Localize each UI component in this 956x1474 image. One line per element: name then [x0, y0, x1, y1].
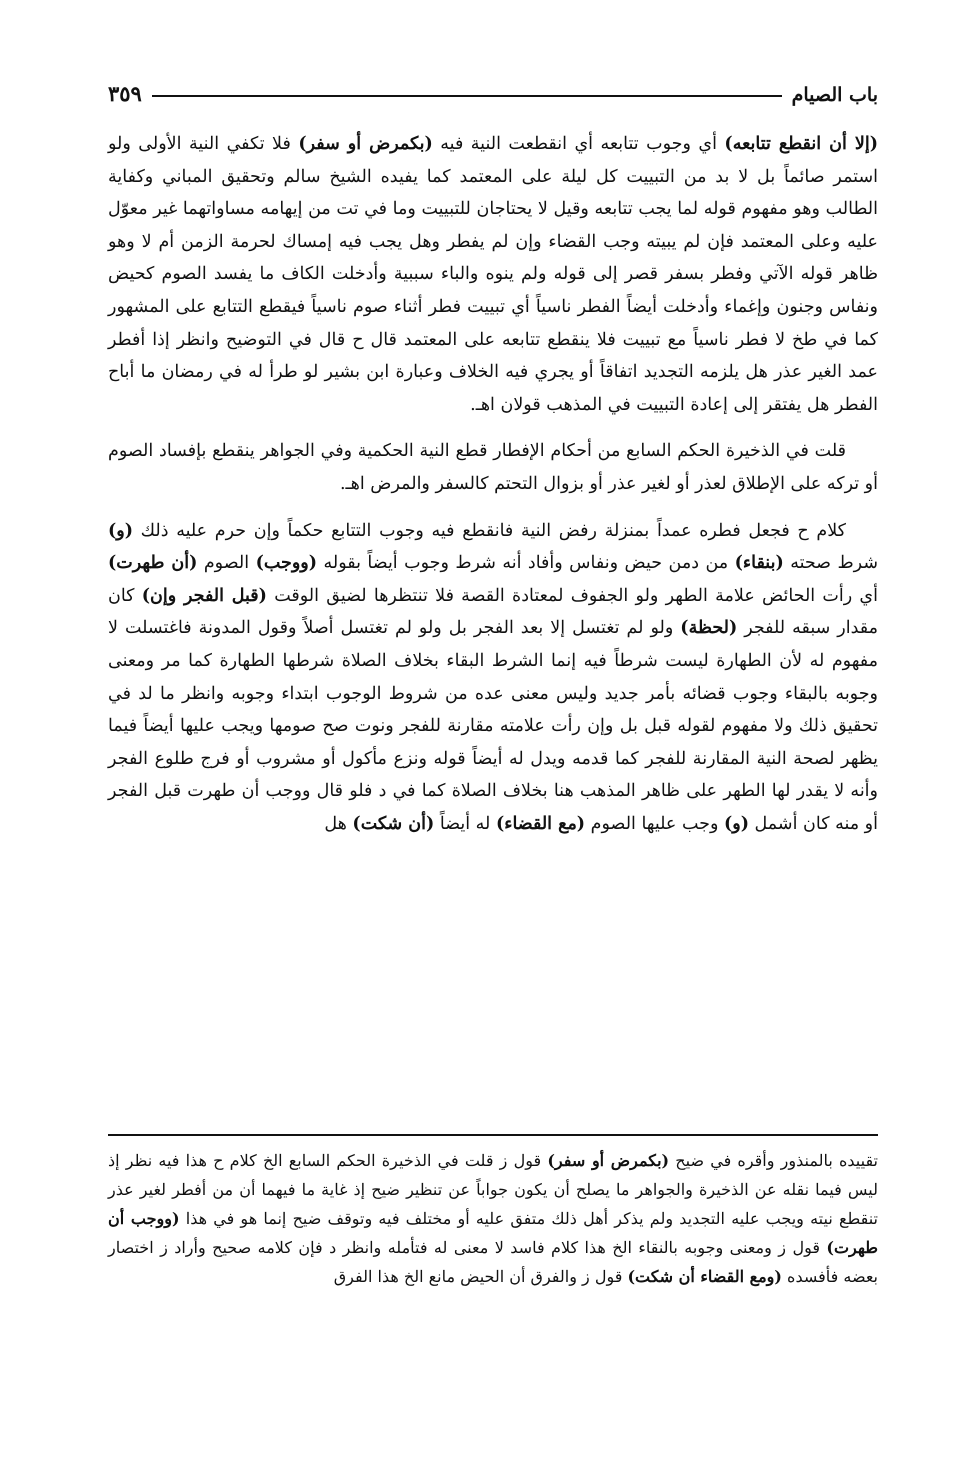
footnotes — [108, 1146, 878, 1291]
text-run: أي رأت الحائض علامة الطهر ولو الجفوف لمعتادة القصة فلا تنتظرها لضيق الوقت — [266, 585, 878, 606]
main-text — [108, 128, 878, 854]
bold-term: (بكمرض أو سفر) — [547, 1151, 670, 1170]
bold-term: (بكمرض أو سفر) — [298, 134, 433, 154]
paragraph-3 — [108, 515, 878, 841]
text-run: قول ز والفرق أن الحيض مانع الخ هذا الفرق — [333, 1267, 628, 1286]
text-run: شرط صحته — [783, 553, 878, 574]
running-header — [108, 70, 878, 106]
text-run: تقييده بالمنذور وأقره في ضيح — [669, 1151, 878, 1170]
text-run: له أيضاً — [434, 813, 496, 834]
text-run: فلا تكفي النية الأولى ولو استمر صائماً بل لا بد من التبييت كل ليلة على المعتمد كما يفيده الشيخ سالم وتحقيق المباني وكفاية الطالب وهو مفهوم قوله لما يجب تتابعه وقيل لا يحتاجان للتبييت وما في تت من إيهامه مساواتهما غير معوّل عليه وعلى المعتمد فإن لم يبيته وجب القضاء وإن لم يفطر وهل يجب فيه إمساك لحرمة الزمن أم لا وهو ظاهر قوله الآتي وفطر بسفر قصر إلى قوله ولم ينوه والباء سببية وأدخلت الكاف ما يفسد الصوم كحيض ونفاس وجنون وإغماء وأدخلت أيضاً الفطر ناسياً أي تبييت فطر أثناء صوم ناسياً فيقطع التتابع على المشهور كما في طخ لا فطر ناسياً مع تبييت فلا ينقطع تتابعه على المعتمد قال ح قال في التوضيح وانظر إذا أفطر عمد الغير عذر هل يلزمه التجديد اتفاقاً أو يجري فيه الخلاف وعبارة ابن بشير لو طرأ له في رمضان ما أباح الفطر هل يفتقر إلى إعادة التبييت في المذهب قولان اهـ. — [108, 134, 878, 415]
bold-term: (ومع القضاء أن شكت) — [627, 1267, 782, 1286]
paragraph-1 — [108, 128, 878, 421]
text-run: كان مقدار سبقه للفجر — [108, 585, 879, 639]
text-run: الصوم — [197, 553, 256, 574]
bold-term: (ووجب أن طهرت) — [108, 1209, 878, 1257]
bold-term: (بنقاء) — [734, 553, 784, 574]
bold-term: (مع القضاء) — [495, 813, 586, 834]
bold-term: (لحظة) — [680, 618, 738, 639]
bold-term: (ووجب) — [255, 553, 318, 574]
footnote-separator — [108, 1134, 878, 1136]
bold-term: (و) — [108, 520, 134, 541]
text-run: قول ز قلت في الذخيرة الحكم السابع الخ كلام ح هذا فيه نظر إذ ليس فيما نقله عن الذخيرة والجواهر ما يصلح أن يكون جواباً عن تنظير ضيح إذ غاية ما فيهما أن من أفطر لغير عذر تنقطع نيته ويجب عليه التجديد ولم يذكر أهل ذلك متفق عليه أو مختلف فيه وتوقف ضيح إنما هو في هذا — [108, 1151, 879, 1228]
page-number: ٣٥٩ — [108, 81, 142, 106]
text-run: أي وجوب تتابعه أي انقطعت النية فيه — [432, 134, 725, 154]
bold-term: (أن طهرت) — [108, 553, 198, 574]
footnote-text — [108, 1146, 878, 1291]
text-run: قول ز ومعنى وجوبه بالنقاء الخ هذا كلام فاسد لا معنى له فتأمله وانظر د فإن كلامه صحيح وأراد ز اختصار بعضه فأفسده — [108, 1238, 878, 1286]
header-rule — [152, 95, 782, 97]
text-run: كلام ح فجعل فطره عمداً بمنزلة رفض النية فانقطع فيه وجوب التتابع حكماً وإن حرم عليه ذلك — [133, 520, 846, 541]
bold-term: (إلا أن انقطع تتابعه) — [724, 134, 878, 154]
chapter-title: باب الصيام — [791, 84, 878, 106]
bold-term: (أن شكت) — [352, 813, 435, 834]
paragraph-2 — [108, 435, 878, 500]
text-run: من دمن حيض ونفاس وأفاد أنه شرط وجوب أيضاً بقوله — [317, 553, 735, 574]
text-run: قلت في الذخيرة الحكم السابع من أحكام الإفطار قطع النية الحكمية وفي الجواهر ينقطع بإفساد الصوم أو تركه على الإطلاق لعذر أو لغير عذر أو بزوال التحتم كالسفر والمرض اهـ. — [108, 441, 878, 494]
text-run: ولو لم تغتسل إلا بعد الفجر بل ولو لم تغتسل أصلاً وقول المدونة فاغتسلت لا مفهوم له لأن الطهارة ليست شرطاً فيه إنما الشرط البقاء بخلاف الصلاة شرطها الطهارة كما مر ومعنى وجوبه بالبقاء وجوب قضائه بأمر جديد وليس معنى عده من شروط الوجوب ابتداء وجوبه وانظر ما لد في تحقيق ذلك ولا مفهوم لقوله قبل بل وإن رأت علامته مقارنة للفجر ونوت صح صومها ويجب عليها أيضاً فيما يظهر لصحة النية المقارنة للفجر كما قدمه ويدل له أيضاً قوله ونزع مأكول أو مشروب أو فرج طلوع الفجر وأنه لا يقدر لها الطهر على ظاهر المذهب هنا بخلاف الصلاة كما في د فلو قال ووجب أن طهرت قبل الفجر أو منه كان أشمل — [108, 618, 878, 834]
text-run: وجب عليها الصوم — [585, 813, 724, 834]
bold-term: (و) — [723, 813, 749, 834]
text-run: هل — [324, 813, 353, 834]
bold-term: (قبل الفجر وإن) — [141, 585, 267, 606]
